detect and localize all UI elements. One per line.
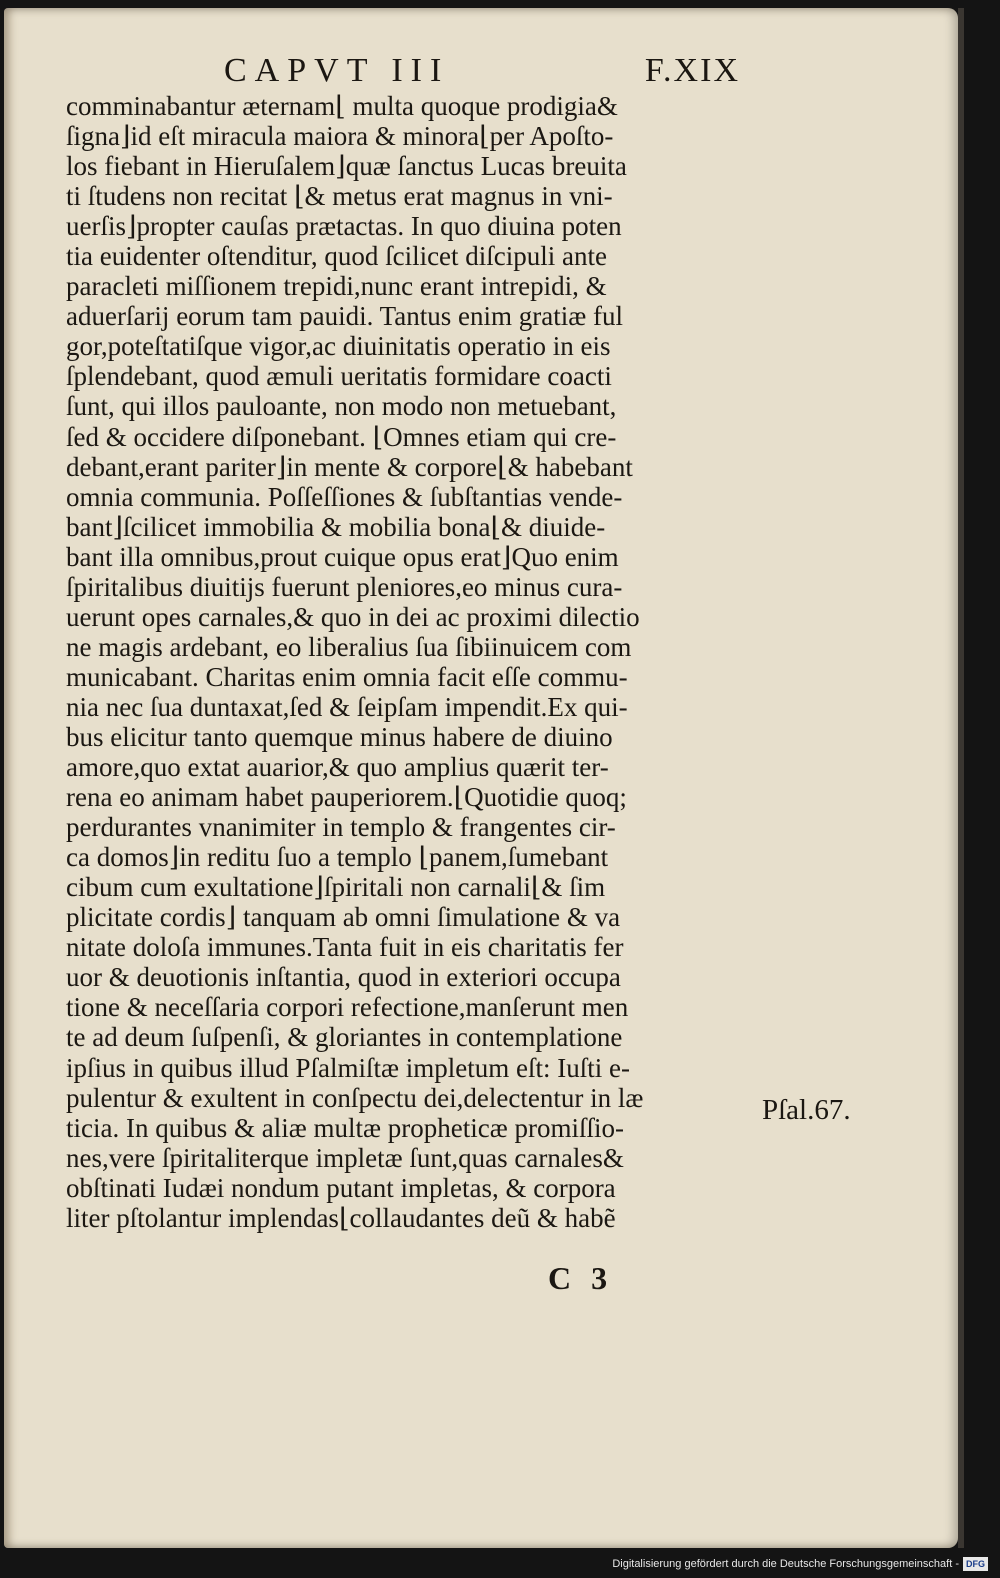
text-line: liter pſtolantur implendas⌊collaudantes deũ & habẽ	[66, 1202, 616, 1233]
text-line: nia nec ſua duntaxat,ſed & ſeipſam impendit.Ex qui-	[66, 691, 628, 722]
text-line: municabant. Charitas enim omnia facit eſſe commu-	[66, 661, 628, 692]
text-line: rena eo animam habet pauperiorem.⌊Quotidie quoq;	[66, 782, 627, 813]
chapter-heading: CAPVT III	[224, 52, 450, 89]
text-line: bant⌋ſcilicet immobilia & mobilia bona⌊& diuide-	[66, 511, 606, 542]
digitization-footer	[612, 1555, 988, 1573]
text-line: ipſius in quibus illud Pſalmiſtæ impletum eſt: Iuſti e-	[66, 1052, 630, 1083]
text-line: uerunt opes carnales,& quo in dei ac proximi dilectio	[66, 601, 640, 632]
text-line: pulentur & exultent in conſpectu dei,delectentur in læ	[66, 1082, 644, 1113]
text-line: debant,erant pariter⌋in mente & corpore⌊& habebant	[66, 451, 633, 482]
text-line: ca domos⌋in reditu ſuo a templo ⌊panem,ſumebant	[66, 842, 609, 873]
text-line: omnia communia. Poſſeſſiones & ſubſtantias vende-	[66, 481, 623, 512]
text-line: aduerſarij eorum tam pauidi. Tantus enim gratiæ ful	[66, 301, 623, 332]
text-line: tia euidenter oſtenditur, quod ſcilicet diſcipuli ante	[66, 241, 608, 272]
text-line: uerſis⌋propter cauſas prætactas. In quo diuina poten	[66, 211, 622, 242]
footer-credit: Digitalisierung gefördert durch die Deutsche Forschungsgemeinschaft -	[612, 1558, 959, 1570]
text-line: uor & deuotionis inſtantia, quod in exteriori occupa	[66, 962, 621, 993]
text-line: nitate doloſa immunes.Tanta fuit in eis charitatis fer	[66, 932, 624, 963]
text-line: amore,quo extat auarior,& quo amplius quærit ter-	[66, 752, 609, 783]
text-line: ſunt, qui illos pauloante, non modo non metuebant,	[66, 391, 617, 422]
text-line: nes,vere ſpiritaliterque impletæ ſunt,quas carnales&	[66, 1142, 624, 1173]
text-line: ſpiritalibus diuitijs fuerunt pleniores,eo minus cura-	[66, 571, 623, 602]
text-line: bus elicitur tanto quemque minus habere de diuino	[66, 721, 613, 752]
text-line: ſplendebant, quod æmuli ueritatis formidare coacti	[66, 361, 612, 392]
body-text	[66, 91, 746, 1233]
text-line: ti ſtudens non recitat ⌊& metus erat magnus in vni-	[66, 181, 613, 212]
text-line: paracleti miſſionem trepidi,nunc erant intrepidi, &	[66, 271, 607, 302]
dfg-logo-icon: DFG	[963, 1557, 988, 1571]
text-line: comminabantur æternam⌊ multa quoque prodigia&	[66, 91, 618, 121]
text-line: te ad deum ſuſpenſi, & gloriantes in contemplatione	[66, 1022, 623, 1053]
text-line: ſed & occidere diſponebant. ⌊Omnes etiam qui cre-	[66, 421, 617, 452]
text-line: ſigna⌋id eſt miracula maiora & minora⌊per Apoſto-	[66, 121, 614, 152]
running-head	[180, 52, 740, 96]
text-line: obſtinati Iudæi nondum putant impletas, & corpora	[66, 1172, 616, 1203]
text-line: ticia. In quibus & aliæ multæ propheticæ promiſſio-	[66, 1112, 624, 1143]
marginal-note: Pſal.67.	[762, 1094, 851, 1126]
folio-number: F.XIX	[644, 52, 740, 89]
text-line: perdurantes vnanimiter in templo & frangentes cir-	[66, 812, 616, 843]
text-line: tione & neceſſaria corpori refectione,manſerunt men	[66, 992, 629, 1023]
text-line: ne magis ardebant, eo liberalius ſua ſibiinuicem com	[66, 631, 632, 662]
text-line: gor,poteſtatiſque vigor,ac diuinitatis operatio in eis	[66, 331, 611, 362]
text-line: plicitate cordis⌋ tanquam ab omni ſimulatione & va	[66, 902, 621, 933]
page-edge-shadow	[958, 8, 964, 1548]
text-line: los fiebant in Hieruſalem⌋quæ ſanctus Lucas breuita	[66, 151, 627, 182]
text-line: bant illa omnibus,prout cuique opus erat⌋Quo enim	[66, 541, 619, 572]
signature-mark: C 3	[548, 1260, 614, 1296]
text-line: cibum cum exultatione⌋ſpiritali non carnali⌊& ſim	[66, 872, 606, 903]
